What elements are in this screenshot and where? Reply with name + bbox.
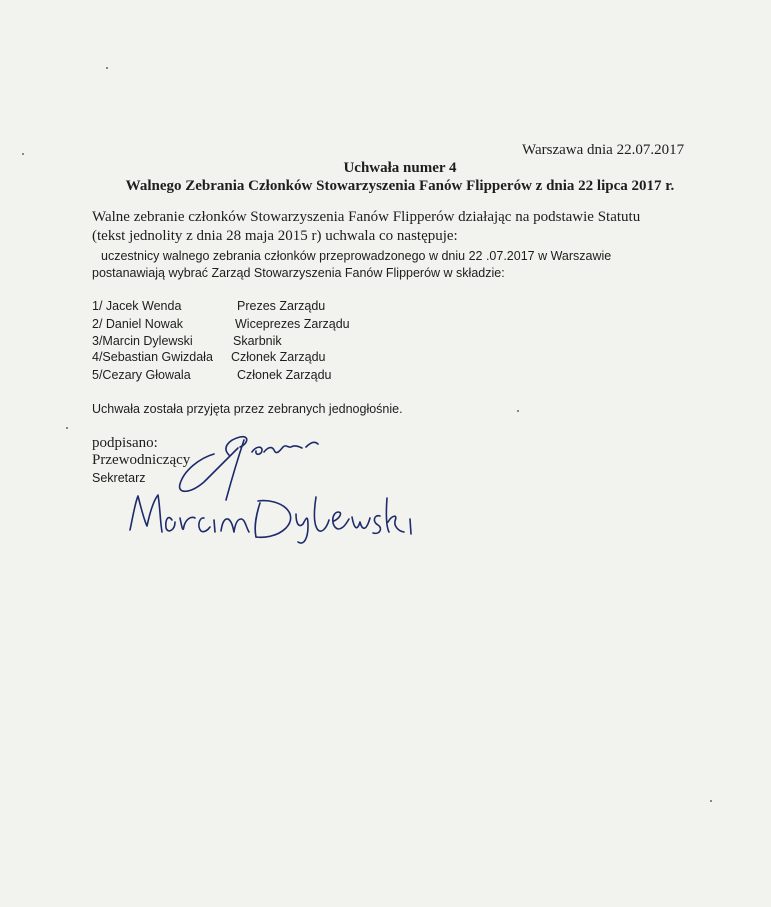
chair-signature	[180, 437, 318, 500]
scan-speck	[66, 427, 68, 429]
resolution-subtitle: Walnego Zebrania Członków Stowarzyszenia Fanów Flipperów z dnia 22 lipca 2017 r.	[125, 178, 675, 194]
member-name: 1/ Jacek Wenda	[92, 299, 182, 313]
scan-speck	[517, 410, 519, 412]
chair-label: Przewodniczący	[92, 452, 191, 468]
member-role: Członek Zarządu	[237, 368, 332, 382]
member-name: 2/ Daniel Nowak	[92, 317, 184, 331]
scan-speck	[22, 153, 24, 155]
resolution-closing: Uchwała została przyjęta przez zebranych jednogłośnie.	[92, 402, 403, 416]
document-date: Warszawa dnia 22.07.2017	[522, 142, 685, 158]
member-role: Wiceprezes Zarządu	[235, 317, 350, 331]
member-role: Członek Zarządu	[231, 350, 326, 364]
scan-speck	[106, 67, 108, 69]
member-name: 3/Marcin Dylewski	[92, 334, 193, 348]
member-role: Skarbnik	[233, 334, 282, 348]
intro-line-1: Walne zebranie członków Stowarzyszenia Fanów Flipperów działając na podstawie Statutu	[92, 209, 641, 225]
intro-line-4: postanawiają wybrać Zarząd Stowarzyszenia Fanów Flipperów w składzie:	[92, 266, 505, 280]
intro-line-2: (tekst jednolity z dnia 28 maja 2015 r) uchwala co następuje:	[92, 228, 458, 244]
signed-label: podpisano:	[92, 435, 158, 451]
secretary-label: Sekretarz	[92, 471, 146, 485]
member-name: 5/Cezary Głowala	[92, 368, 191, 382]
member-role: Prezes Zarządu	[237, 299, 326, 313]
secretary-signature	[130, 495, 411, 543]
resolution-title: Uchwała numer 4	[343, 160, 457, 176]
scan-speck	[710, 800, 712, 802]
intro-line-3: uczestnicy walnego zebrania członków przeprowadzonego w dniu 22 .07.2017 w Warszawie	[101, 249, 612, 263]
member-name: 4/Sebastian Gwizdała	[92, 350, 213, 364]
